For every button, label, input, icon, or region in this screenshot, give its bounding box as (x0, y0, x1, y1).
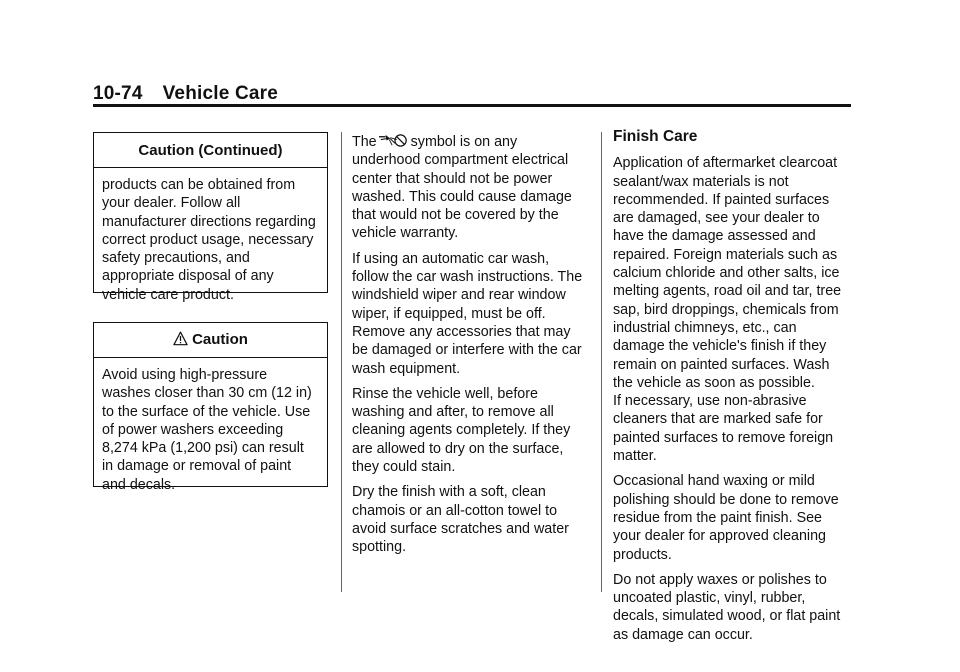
caution-continued-box (93, 132, 328, 303)
header-rule (93, 104, 851, 107)
text-line: wiper, if equipped, must be off. (352, 305, 546, 322)
text-line: polishing should be done to remove (613, 491, 839, 508)
paragraph (352, 250, 590, 378)
text-line: of power washers exceeding (102, 421, 284, 438)
text-line: are damaged, see your dealer to (613, 210, 820, 227)
text-line: decals, simulated wood, or flat paint (613, 608, 841, 625)
text-line: avoid surface scratches and water (352, 520, 569, 537)
text-line: recommended. If painted surfaces (613, 191, 830, 208)
text-line: products. (613, 546, 672, 563)
text-line: painted surfaces to remove foreign (613, 429, 834, 446)
text-line: safety precautions, and (102, 250, 250, 267)
caution-body (94, 358, 327, 504)
text-line: melting agents, road oil and tar, tree (613, 283, 842, 300)
section-heading: Finish Care (613, 128, 698, 145)
text-line: damage the vehicle's finish if they (613, 338, 827, 355)
paragraph (613, 571, 851, 644)
text-line: Application of aftermarket clearcoat (613, 155, 838, 172)
text-line: be damaged or interfere with the car (352, 342, 582, 359)
text-line: windshield wiper and rear window (352, 287, 566, 304)
text-line: in damage or removal of paint (102, 458, 292, 475)
text-line: industrial chimneys, etc., can (613, 319, 797, 336)
text-line: that would not be covered by the (352, 207, 559, 224)
page-number: 10-74 (93, 83, 143, 104)
text-line: underhood compartment electrical (352, 152, 569, 169)
text-line: Dry the finish with a soft, clean (352, 484, 546, 501)
text-line: have the damage assessed and (613, 228, 816, 245)
text-line: calcium chloride and other salts, ice (613, 265, 840, 282)
text-line: Rinse the vehicle well, before (352, 385, 538, 402)
text-line: as damage can occur. (613, 626, 753, 643)
text-line: matter. (613, 448, 657, 465)
text-line: If necessary, use non-abrasive (613, 393, 807, 410)
text-line: cleaners that are marked safe for (613, 411, 823, 428)
text-line: correct product usage, necessary (102, 231, 314, 248)
text-line: vehicle warranty. (352, 225, 459, 242)
text-line: the vehicle as soon as possible. (613, 374, 815, 391)
column-divider (601, 132, 602, 592)
text-line: Avoid using high-pressure (102, 367, 268, 383)
column-divider (341, 132, 342, 592)
no-water-spray-icon (377, 133, 411, 148)
paragraph (352, 483, 590, 556)
text-line: Remove any accessories that may (352, 323, 571, 340)
warning-triangle-icon (173, 331, 188, 346)
caution-continued-body (94, 168, 327, 314)
text-line: washes closer than 30 cm (12 in) (102, 385, 312, 402)
text-line: chamois or an all-cotton towel to (352, 502, 558, 519)
paragraph (352, 385, 590, 476)
text-line: Do not apply waxes or polishes to (613, 571, 827, 588)
text-line: The (352, 134, 377, 150)
text-line: they could stain. (352, 459, 456, 476)
caution-continued-title: Caution (Continued) (94, 133, 327, 168)
caution-box (93, 322, 328, 493)
text-line: residue from the paint finish. See (613, 509, 823, 526)
caution-title (94, 323, 327, 358)
text-line: cleaning agents completely. If they (352, 422, 571, 439)
text-line: sap, bird droppings, chemicals from (613, 301, 839, 318)
text-line: sealant/wax materials is not (613, 173, 789, 190)
text-line: to the surface of the vehicle. Use (102, 403, 311, 420)
caution-title-text: Caution (192, 331, 248, 348)
text-line: are allowed to dry on the surface, (352, 440, 564, 457)
middle-column (352, 133, 590, 564)
paragraph (613, 472, 851, 563)
text-line: wash equipment. (352, 360, 461, 377)
paragraph (352, 133, 590, 243)
text-line: washing and after, to remove all (352, 404, 554, 421)
text-line: repaired. Foreign materials such as (613, 246, 838, 263)
text-line: spotting. (352, 539, 407, 556)
text-line: appropriate disposal of any (102, 268, 274, 285)
text-line: follow the car wash instructions. The (352, 269, 583, 286)
text-line: and decals. (102, 476, 176, 493)
text-line: washed. This could cause damage (352, 188, 572, 205)
text-line: uncoated plastic, vinyl, rubber, (613, 590, 806, 607)
text-line: remain on painted surfaces. Wash (613, 356, 830, 373)
text-line: vehicle care product. (102, 286, 234, 303)
text-line: Occasional hand waxing or mild (613, 473, 815, 490)
text-line: your dealer. Follow all (102, 195, 241, 212)
paragraph (613, 154, 851, 465)
text-line: If using an automatic car wash, (352, 250, 550, 267)
text-line: center that should not be power (352, 170, 553, 187)
text-line: symbol is on any (410, 134, 518, 150)
text-line: products can be obtained from (102, 177, 296, 193)
text-line: your dealer for approved cleaning (613, 528, 827, 545)
page-header (93, 83, 278, 105)
text-line: 8,274 kPa (1,200 psi) can result (102, 440, 304, 457)
text-line: manufacturer directions regarding (102, 213, 316, 230)
right-column (613, 128, 851, 651)
section-title: Vehicle Care (162, 83, 279, 104)
